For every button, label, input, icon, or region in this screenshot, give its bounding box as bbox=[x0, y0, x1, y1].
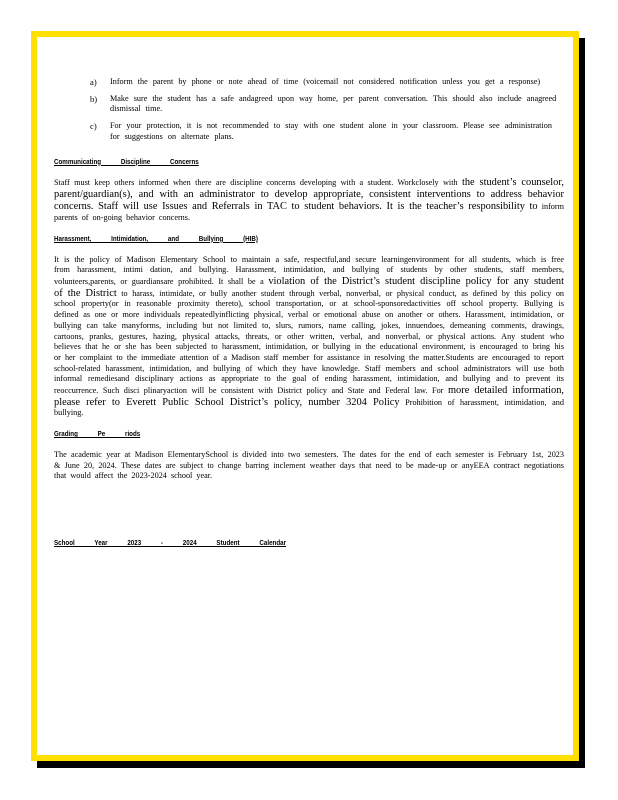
numbered-list bbox=[90, 77, 564, 143]
hib-text-2: violation of the District’s student discipline policy for any student of the District bbox=[54, 276, 564, 299]
hib-paragraph bbox=[54, 255, 564, 420]
communicating-section bbox=[54, 157, 564, 224]
document-page bbox=[31, 31, 579, 761]
hib-text-5: Prohibition of harassment, intimidation, and bullying. bbox=[54, 397, 564, 418]
list-item bbox=[90, 94, 564, 115]
list-item bbox=[90, 77, 564, 88]
communicating-text-2: the student’s counselor, parent/guardian(s), and with an administrator to develop appropriate, consistent interventions to address behavior concerns. Staff will use Issues and Referrals in TAC to student behaviors. It is the teacher’s responsibility to bbox=[54, 177, 564, 213]
list-marker: a) bbox=[90, 77, 97, 87]
section-heading-communicating: Communicating Discipline Concerns bbox=[54, 156, 199, 166]
section-heading-hib: Harassment, Intimidation, and Bullying (HIB) bbox=[54, 233, 258, 243]
list-item bbox=[90, 121, 564, 142]
section-heading-calendar: School Year 2023 - 2024 Student Calendar bbox=[54, 537, 287, 547]
communicating-text-1: Staff must keep others informed when there are discipline concerns developing with a student. Workclosely with bbox=[54, 178, 458, 188]
hib-text-3: to harass, intimidate, or bully another student through verbal, nonverbal, or physical conduct, as defined by this policy on school property(or in reasonable proximity thereto), school transportation, or at school-sponsoredactivities off school property. Bullying is defined as one or more individuals repeatedlyinflicting physical, verbal or emotional abuse on another or others. Harassment, intimidation, or bullying can take manyforms, including but not limited to, slurs, rumors, name calling, jokes, innuendoes, demeaning comments, drawings, cartoons, pranks, gestures, hazing, physical attacks, threats, or other written, verbal, and nonverbal, or physical actions. Any student who believes that he or she has been subjected to harassment, intimidation, or bullying in the educational environment, is encouraged to bring his or her complaint to the immediate attention of a Madison staff member for assistance in resolving the matter.Students are encouraged to report school-related harassment, intimidation, and bullying of which they have knowledge. Staff members and school administrators will use both informal remediesand disciplinary actions as appropriate to the goal of ending harassment, intimidation, and bullying and to prevent its reoccurrence. Such disci plinaryaction will be consistent with District policy and State and Federal law. For bbox=[54, 288, 565, 396]
grading-paragraph: The academic year at Madison ElementarySchool is divided into two semesters. The dates for the end of each semester is February 1st, 2023 & June 20, 2024. These dates are subject to change barring inclement weather days that need to be made-up or anyEEA contract negotiations that would affect the 2023-2024 school year. bbox=[54, 449, 564, 481]
hib-section bbox=[54, 234, 564, 419]
hib-text-1: It is the policy of Madison Elementary School to maintain a safe, respectful,and secure learningenvironment for all students, which is free from harassment, intimi dation, and bullying. Harassment, intimidation, and bullying of students by other students, staff members, volunteers,parents, or guardiansare prohibited. It shall be a bbox=[54, 254, 564, 287]
grading-section bbox=[54, 429, 564, 482]
document-content bbox=[54, 77, 564, 559]
communicating-paragraph bbox=[54, 177, 564, 224]
list-marker: c) bbox=[90, 121, 97, 132]
hib-text-4: more detailed information, please refer to Everett Public School District’s policy, number 3204 Policy bbox=[54, 385, 565, 408]
section-heading-grading: Grading Pe riods bbox=[54, 429, 141, 439]
list-item-text: Inform the parent by phone or note ahead of time (voicemail not considered notification unless you get a response) bbox=[110, 77, 541, 86]
communicating-text-3: inform parents of on-going behavior concerns. bbox=[54, 202, 564, 223]
list-item-text: Make sure the student has a safe andagreed upon way home, per parent conversation. This should also include anagreed dismissal time. bbox=[110, 93, 557, 114]
list-item-text: For your protection, it is not recommended to stay with one student alone in your classroom. Please see administration for suggestions on alternate plans. bbox=[110, 121, 552, 141]
calendar-section bbox=[54, 538, 564, 559]
list-marker: b) bbox=[90, 93, 98, 104]
